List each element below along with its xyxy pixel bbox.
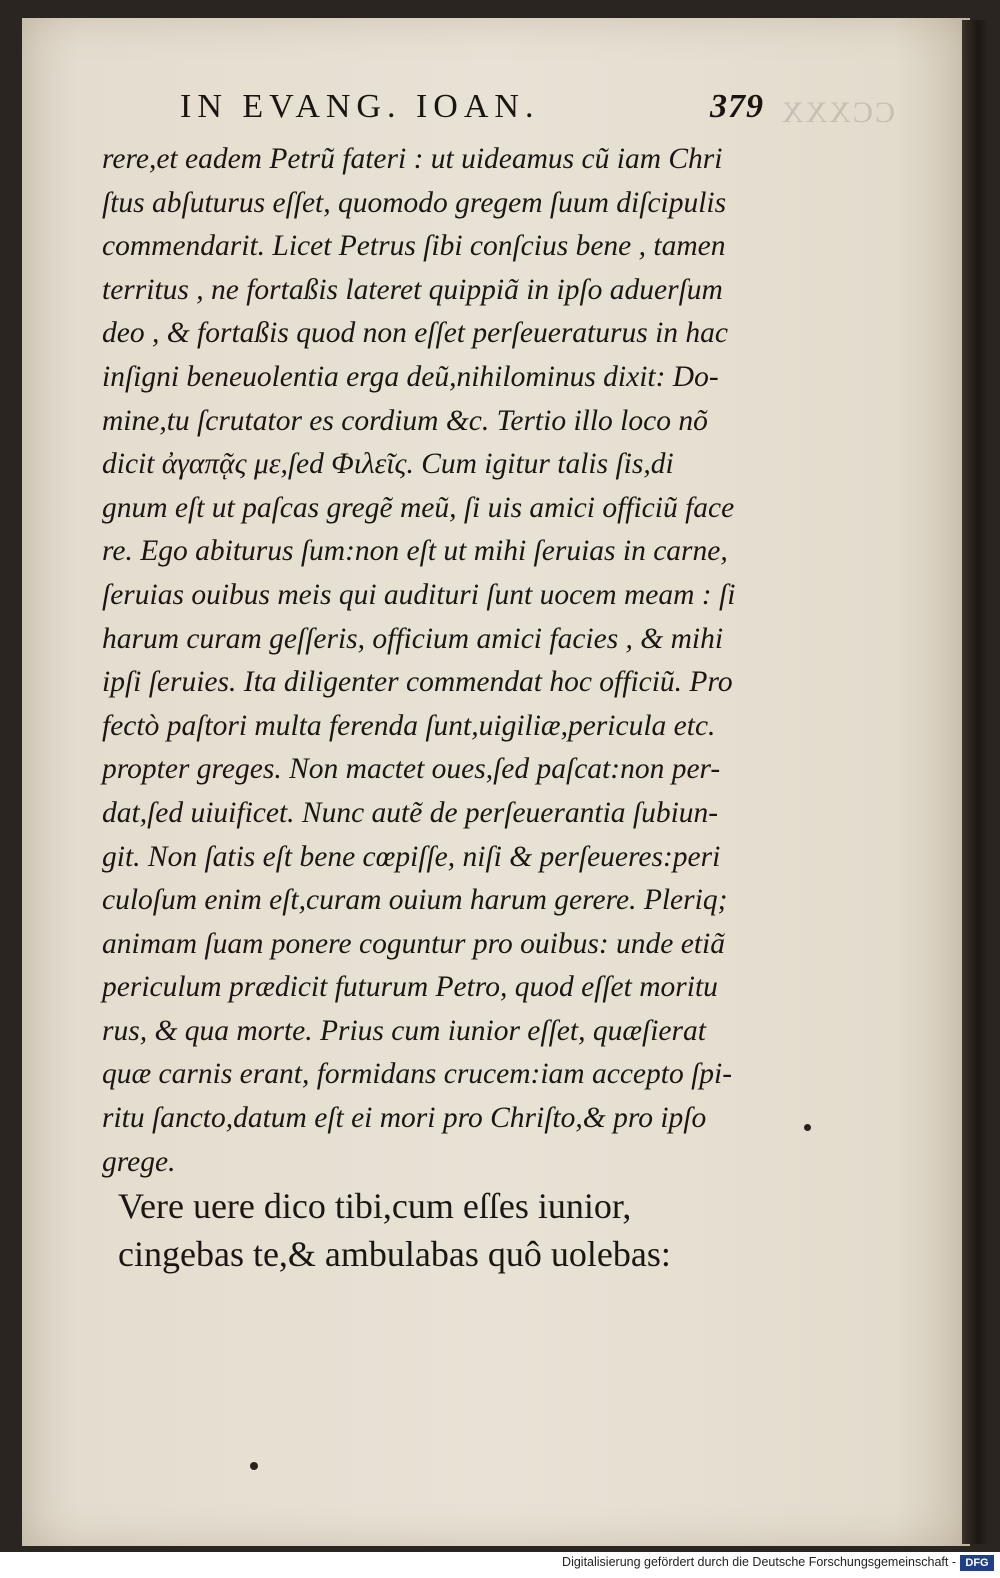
- text-line: dicit ἀγαπᾷς με,ſed Φιλεῖς. Cum igitur talis ſis,di: [102, 448, 674, 481]
- text-line: commendarit. Licet Petrus ſibi conſcius bene , tamen: [102, 230, 726, 263]
- text-line: git. Non ſatis eſt bene cœpiſſe, niſi & perſeueres:peri: [102, 840, 721, 873]
- text-line: dat,ſed uiuificet. Nunc autẽ de perſeuerantia ſubiun-: [102, 796, 719, 829]
- running-title: IN EVANG. IOAN.: [180, 88, 540, 125]
- running-header: [180, 88, 780, 136]
- text-line: gnum eſt ut paſcas gregẽ meũ, ſi uis amici officiũ face: [102, 491, 735, 524]
- margin-dot: [804, 1124, 811, 1131]
- text-line: rere,et eadem Petrũ fateri : ut uideamus cũ iam Chri: [102, 143, 723, 175]
- dfg-logo: DFG: [960, 1555, 994, 1571]
- verse-line: Vere uere dico tibi,cum eſſes iunior,: [118, 1186, 632, 1226]
- text-line: harum curam geſſeris, officium amici facies , & mihi: [102, 622, 724, 655]
- bleed-through-text: CCXXX: [780, 96, 896, 129]
- page-number: 379: [710, 88, 764, 125]
- ink-spot: [250, 1462, 258, 1470]
- text-line: culoſum enim eſt,curam ouium harum gerere. Pleriq;: [102, 884, 728, 917]
- text-line: mine,tu ſcrutator es cordium &c. Tertio illo loco nõ: [102, 404, 708, 437]
- text-line: re. Ego abiturus ſum:non eſt ut mihi ſeruias in carne,: [102, 535, 728, 568]
- commentary-text: [102, 138, 792, 1184]
- text-line: animam ſuam ponere coguntur pro ouibus: unde etiã: [102, 927, 725, 960]
- text-line: fectò paſtori multa ferenda ſunt,uigiliæ,pericula etc.: [102, 709, 716, 742]
- text-line: periculum prædicit futurum Petro, quod eſſet moritu: [102, 971, 718, 1004]
- text-line: territus , ne fortaßis lateret quippiã in ipſo aduerſum: [102, 273, 723, 306]
- text-line: rus, & qua morte. Prius cum iunior eſſet, quæſierat: [102, 1014, 706, 1047]
- text-line: inſigni beneuolentia erga deũ,nihilominus dixit: Do-: [102, 360, 719, 393]
- text-line: ſeruias ouibus meis qui audituri ſunt uocem meam : ſi: [102, 578, 736, 611]
- text-line: ſtus abſuturus eſſet, quomodo gregem ſuum diſcipulis: [102, 186, 727, 219]
- text-line: ipſi ſeruies. Ita diligenter commendat hoc officiũ. Pro: [102, 666, 733, 699]
- text-line: deo , & fortaßis quod non eſſet perſeueraturus in hac: [102, 317, 728, 350]
- text-line: quæ carnis erant, formidans crucem:iam accepto ſpi-: [102, 1058, 733, 1091]
- verse-line: cingebas te,& ambulabas quô uolebas:: [118, 1234, 671, 1274]
- text-line: grege.: [102, 1145, 176, 1178]
- text-line: ritu ſancto,datum eſt ei mori pro Chriſto,& pro ipſo: [102, 1102, 707, 1135]
- funding-credit: Digitalisierung gefördert durch die Deutsche Forschungsgemeinschaft -: [562, 1555, 956, 1569]
- gospel-verse: [118, 1182, 798, 1278]
- page-edge: [962, 20, 988, 1544]
- text-line: propter greges. Non mactet oues,ſed paſcat:non per-: [102, 753, 721, 786]
